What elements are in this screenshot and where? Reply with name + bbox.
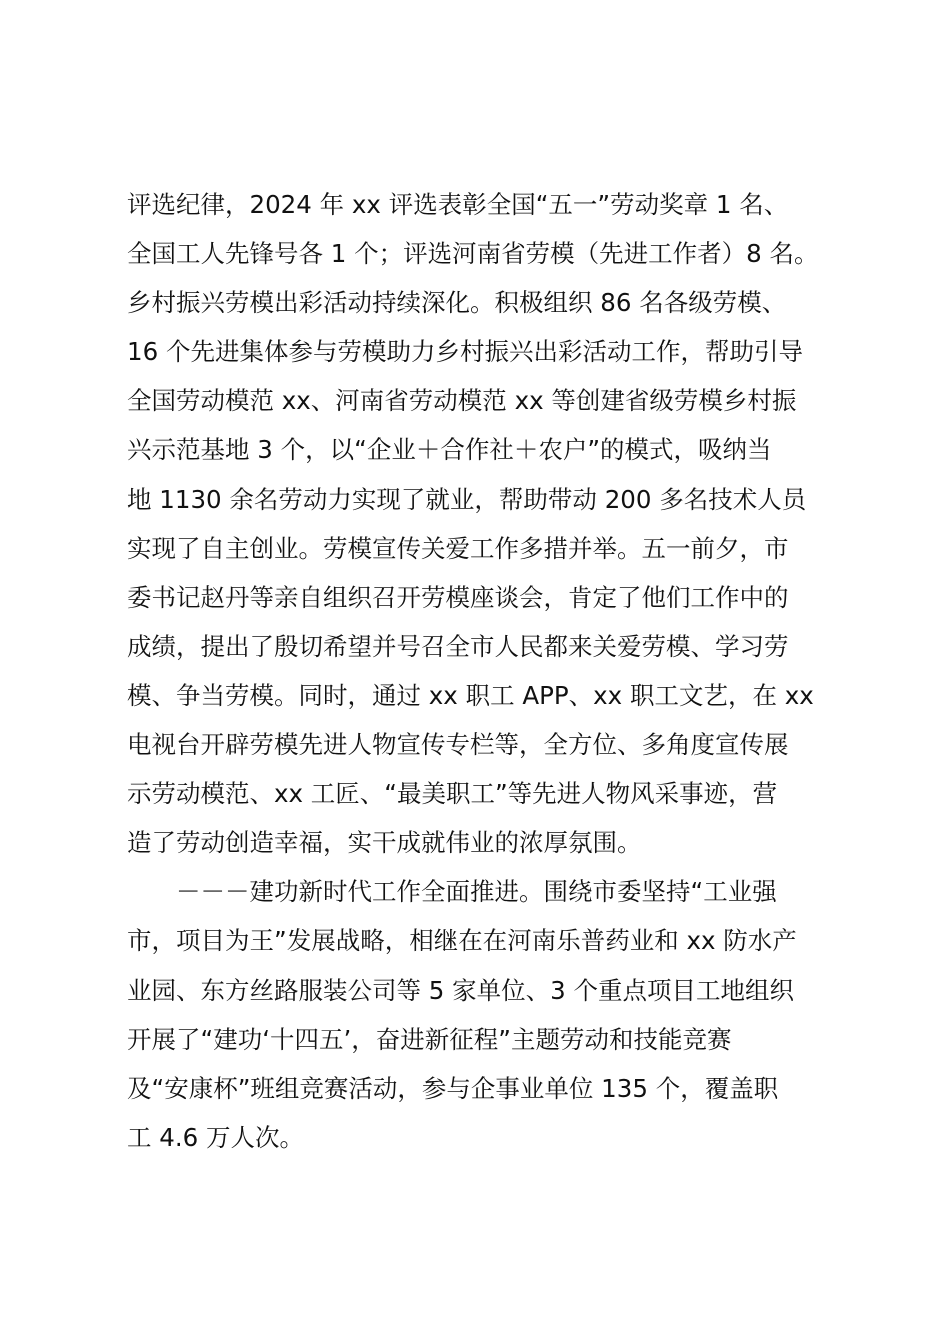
text-line: －－－建功新时代工作全面推进。围绕市委坚持“工业强 bbox=[176, 877, 777, 907]
text-line: 模、争当劳模。同时，通过 xx 职工 APP、xx 职工文艺，在 xx bbox=[127, 680, 814, 710]
text-line: 开展了“建功‘十四五’，奋进新征程”主题劳动和技能竞赛 bbox=[127, 1024, 732, 1054]
text-line: 工 4.6 万人次。 bbox=[127, 1122, 305, 1152]
text-line: 电视台开辟劳模先进人物宣传专栏等，全方位、多角度宣传展 bbox=[127, 730, 789, 760]
text-line: 示劳动模范、xx 工匠、“最美职工”等先进人物风采事迹，营 bbox=[127, 779, 778, 809]
text-line: 兴示范基地 3 个，以“企业＋合作社＋农户”的模式，吸纳当 bbox=[127, 435, 772, 465]
text-line: 地 1130 余名劳动力实现了就业，帮助带动 200 多名技术人员 bbox=[127, 484, 807, 514]
text-line: 全国劳动模范 xx、河南省劳动模范 xx 等创建省级劳模乡村振 bbox=[127, 386, 797, 416]
text-line: 评选纪律，2024 年 xx 评选表彰全国“五一”劳动奖章 1 名、 bbox=[127, 190, 789, 219]
text-line: 16 个先进集体参与劳模助力乡村振兴出彩活动工作，帮助引导 bbox=[127, 337, 803, 367]
text-line: 市，项目为王”发展战略，相继在在河南乐普药业和 xx 防水产 bbox=[127, 926, 797, 956]
text-line: 委书记赵丹等亲自组织召开劳模座谈会，肯定了他们工作中的 bbox=[127, 582, 789, 612]
paragraph-new-era-work bbox=[127, 867, 847, 1162]
text-line: 成绩，提出了殷切希望并号召全市人民都来关爱劳模、学习劳 bbox=[127, 631, 789, 661]
text-line: 乡村振兴劳模出彩活动持续深化。积极组织 86 名各级劳模、 bbox=[127, 288, 787, 318]
paragraph-labor-models bbox=[127, 180, 847, 867]
text-line: 业园、东方丝路服装公司等 5 家单位、3 个重点项目工地组织 bbox=[127, 975, 795, 1005]
text-line: 及“安康杯”班组竞赛活动，参与企事业单位 135 个，覆盖职 bbox=[127, 1073, 779, 1103]
text-line: 造了劳动创造幸福，实干成就伟业的浓厚氛围。 bbox=[127, 828, 642, 858]
text-line: 全国工人先锋号各 1 个；评选河南省劳模（先进工作者）8 名。 bbox=[127, 239, 819, 269]
text-line: 实现了自主创业。劳模宣传关爱工作多措并举。五一前夕，市 bbox=[127, 533, 789, 563]
document-body bbox=[127, 180, 847, 1162]
